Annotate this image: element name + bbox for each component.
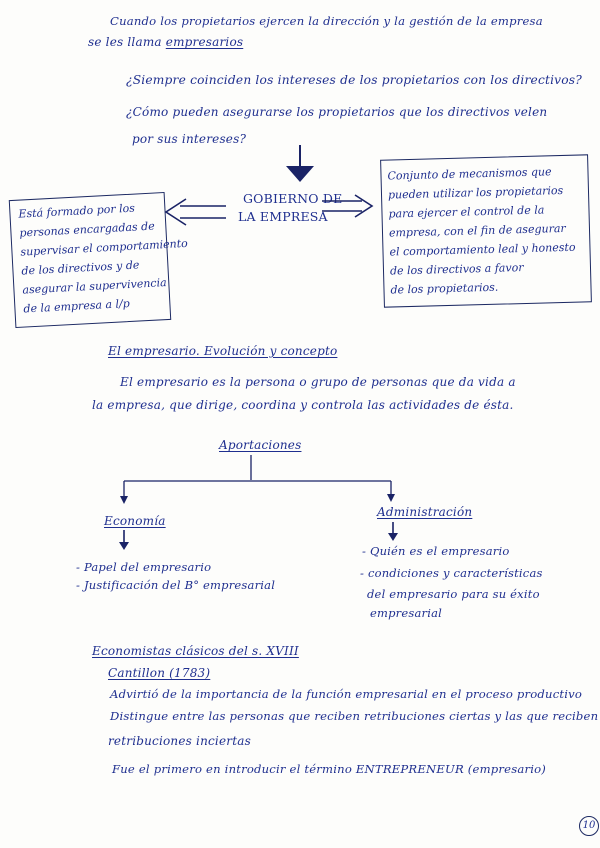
right-box-line-6: de los directivos a favor [389,261,524,278]
left-box-line-1: Está formado por los [18,201,136,221]
economia-item-1: - Papel del empresario [76,560,212,574]
question-3: por sus intereses? [132,132,247,146]
administracion-item-4: empresarial [370,606,443,620]
intro-line-1: Cuando los propietarios ejercen la dirección y la gestión de la empresa [110,14,543,28]
tree-lines [124,455,391,498]
left-box-line-3: supervisar el comportamiento [20,236,189,259]
gobierno-heading-line-1: GOBIERNO DE [243,191,343,206]
right-box-line-5: el comportamiento leal y honesto [389,240,576,259]
left-box-line-4: de los directivos y de [21,258,140,278]
left-box-line-5: asegurar la supervivencia [22,276,167,297]
administracion-item-3: del empresario para su éxito [367,587,540,601]
section-1-title: El empresario. Evolución y concepto [108,344,338,358]
left-box-line-6: de la empresa a l/p [23,296,131,316]
question-2: ¿Cómo pueden asegurarse los propietarios que los directivos velen [126,105,548,119]
right-box-line-3: para ejercer el control de la [388,203,545,221]
section-2-line-1: Advirtió de la importancia de la función empresarial en el proceso productivo [110,687,583,701]
left-box-line-2: personas encargadas de [19,219,155,240]
section-2-line-2: Distingue entre las personas que reciben retribuciones ciertas y las que reciben [110,709,599,723]
section-1-text-1: El empresario es la persona o grupo de personas que da vida a [120,375,516,389]
tree-arrow-left [120,496,128,504]
tree-administracion-label: Administración [377,505,473,519]
down-arrow-head [286,166,314,182]
intro-line-2-prefix: se les llama [88,35,162,49]
right-box-line-1: Conjunto de mecanismos que [387,165,552,183]
section-1-text-2: la empresa, que dirige, coordina y controla las actividades de ésta. [92,398,514,412]
administracion-arrow-head [388,533,398,541]
right-double-arrow [322,195,372,217]
right-box-line-2: pueden utilizar los propietarios [387,183,564,202]
section-2-line-4: Fue el primero en introducir el término ENTREPRENEUR (empresario) [112,762,547,776]
economia-item-2: - Justificación del B° empresarial [76,578,276,592]
tree-root-label: Aportaciones [219,438,302,452]
tree-arrow-right [387,494,395,502]
tree-economia-label: Economía [104,514,166,528]
economia-arrow-head [119,542,129,550]
section-2-line-3: retribuciones inciertas [108,734,251,748]
section-2-title: Economistas clásicos del s. XVIII [92,644,299,658]
right-box-line-4: empresa, con el fin de asegurar [388,221,566,240]
page-number: 10 [579,816,599,836]
section-2-subtitle: Cantillon (1783) [108,666,211,680]
administracion-item-2: - condiciones y características [360,566,543,580]
right-box-line-7: de los propietarios. [390,280,499,297]
gobierno-heading-line-2: LA EMPRESA [238,209,328,224]
left-double-arrow [166,199,226,225]
question-1: ¿Siempre coinciden los intereses de los propietarios con los directivos? [126,73,582,87]
administracion-item-1: - Quién es el empresario [362,544,510,558]
intro-term: empresarios [165,35,244,49]
